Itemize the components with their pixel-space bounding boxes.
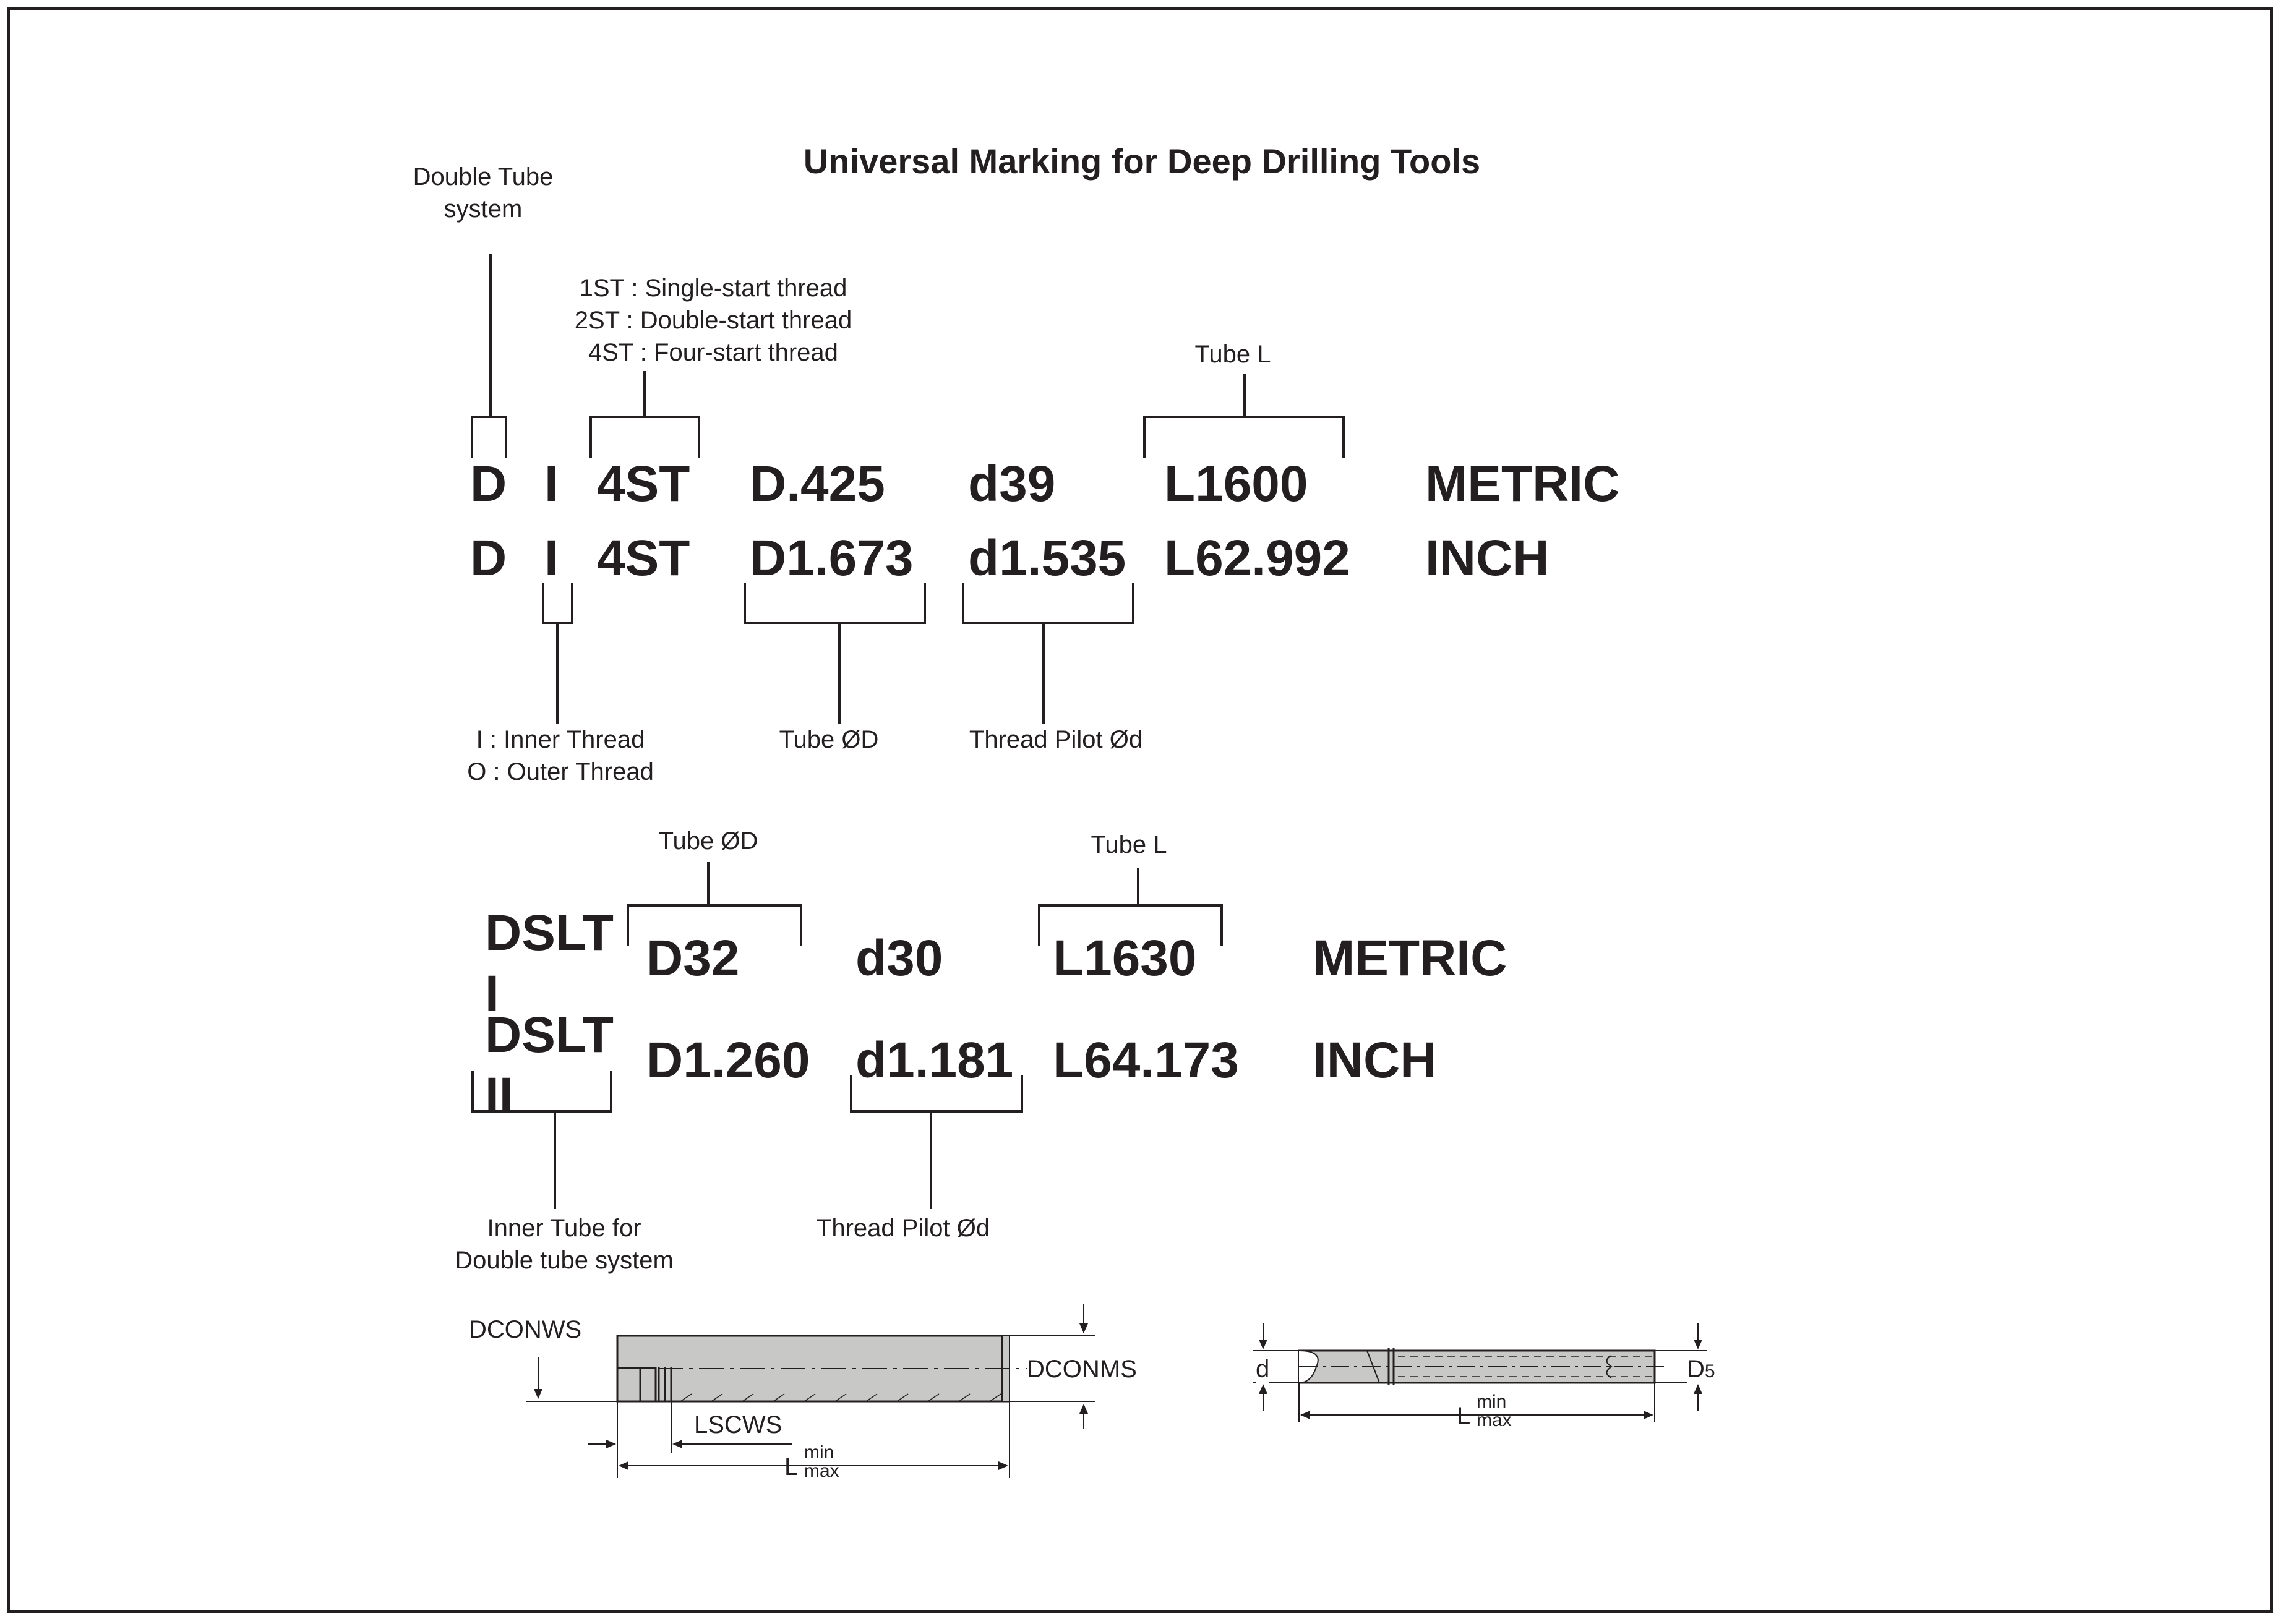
label-tube-l-top: Tube L	[1194, 341, 1271, 368]
code-inch-i: I	[544, 530, 559, 586]
code-metric-pilot-d: d39	[968, 456, 1056, 512]
code-metric-d32: D32	[646, 930, 740, 986]
code-inch-d: D	[470, 530, 507, 586]
label-thread-type: I : Inner Thread O : Outer Thread	[467, 726, 654, 785]
code-metric-4st: 4ST	[597, 456, 690, 512]
code-metric-l1630: L1630	[1053, 930, 1197, 986]
dim-left-l-max: max	[804, 1461, 839, 1481]
code-dslt-ii: DSLT II	[485, 1007, 614, 1124]
label-thread-pilot-top: Thread Pilot Ød	[969, 726, 1143, 753]
code-metric-d30: d30	[855, 930, 943, 986]
code-inch-pilot-d: d1.535	[968, 530, 1126, 586]
code-dslt-i: DSLT I	[485, 905, 614, 1022]
code-inch-4st: 4ST	[597, 530, 690, 586]
label-thread-starts: 1ST : Single-start thread 2ST : Double-start thread 4ST : Four-start thread	[574, 275, 852, 366]
code-inch-unit: INCH	[1425, 530, 1550, 586]
dim-left-l-min: min	[804, 1442, 834, 1463]
label-tube-diameter-bottom: Tube ØD	[658, 827, 758, 855]
code-inch-tube-d: D1.673	[750, 530, 914, 586]
dim-left-l: L	[784, 1453, 799, 1481]
dim-dconws: DCONWS	[469, 1316, 582, 1343]
code-metric-length: L1600	[1164, 456, 1308, 512]
code-metric-tube-d: D.425	[750, 456, 885, 512]
code-inch-l64173: L64.173	[1053, 1032, 1239, 1088]
code-metric-unit: METRIC	[1425, 456, 1620, 512]
dim-right-l: L	[1457, 1403, 1471, 1430]
page-title: Universal Marking for Deep Drilling Tools	[803, 142, 1481, 181]
label-tube-l-bottom: Tube L	[1091, 831, 1167, 858]
dim-lscws: LSCWS	[694, 1411, 782, 1438]
dim-right-l-min: min	[1477, 1391, 1507, 1412]
code-metric-d: D	[470, 456, 507, 512]
code-bottom-inch-unit: INCH	[1313, 1032, 1437, 1088]
code-metric-i: I	[544, 456, 559, 512]
label-inner-tube: Inner Tube for Double tube system	[455, 1215, 674, 1274]
dim-right-l-max: max	[1477, 1410, 1512, 1430]
code-inch-d1181: d1.181	[855, 1032, 1014, 1088]
dim-right-d: d	[1256, 1356, 1270, 1383]
label-tube-diameter-top: Tube ØD	[779, 726, 879, 753]
code-inch-length: L62.992	[1164, 530, 1350, 586]
label-double-tube-system: Double Tube system	[413, 163, 554, 223]
code-inch-d1260: D1.260	[646, 1032, 810, 1088]
code-bottom-metric-unit: METRIC	[1313, 930, 1507, 986]
dim-right-d5: D5	[1687, 1356, 1715, 1383]
label-thread-pilot-bottom: Thread Pilot Ød	[816, 1215, 990, 1242]
dim-dconms: DCONMS	[1027, 1356, 1137, 1383]
